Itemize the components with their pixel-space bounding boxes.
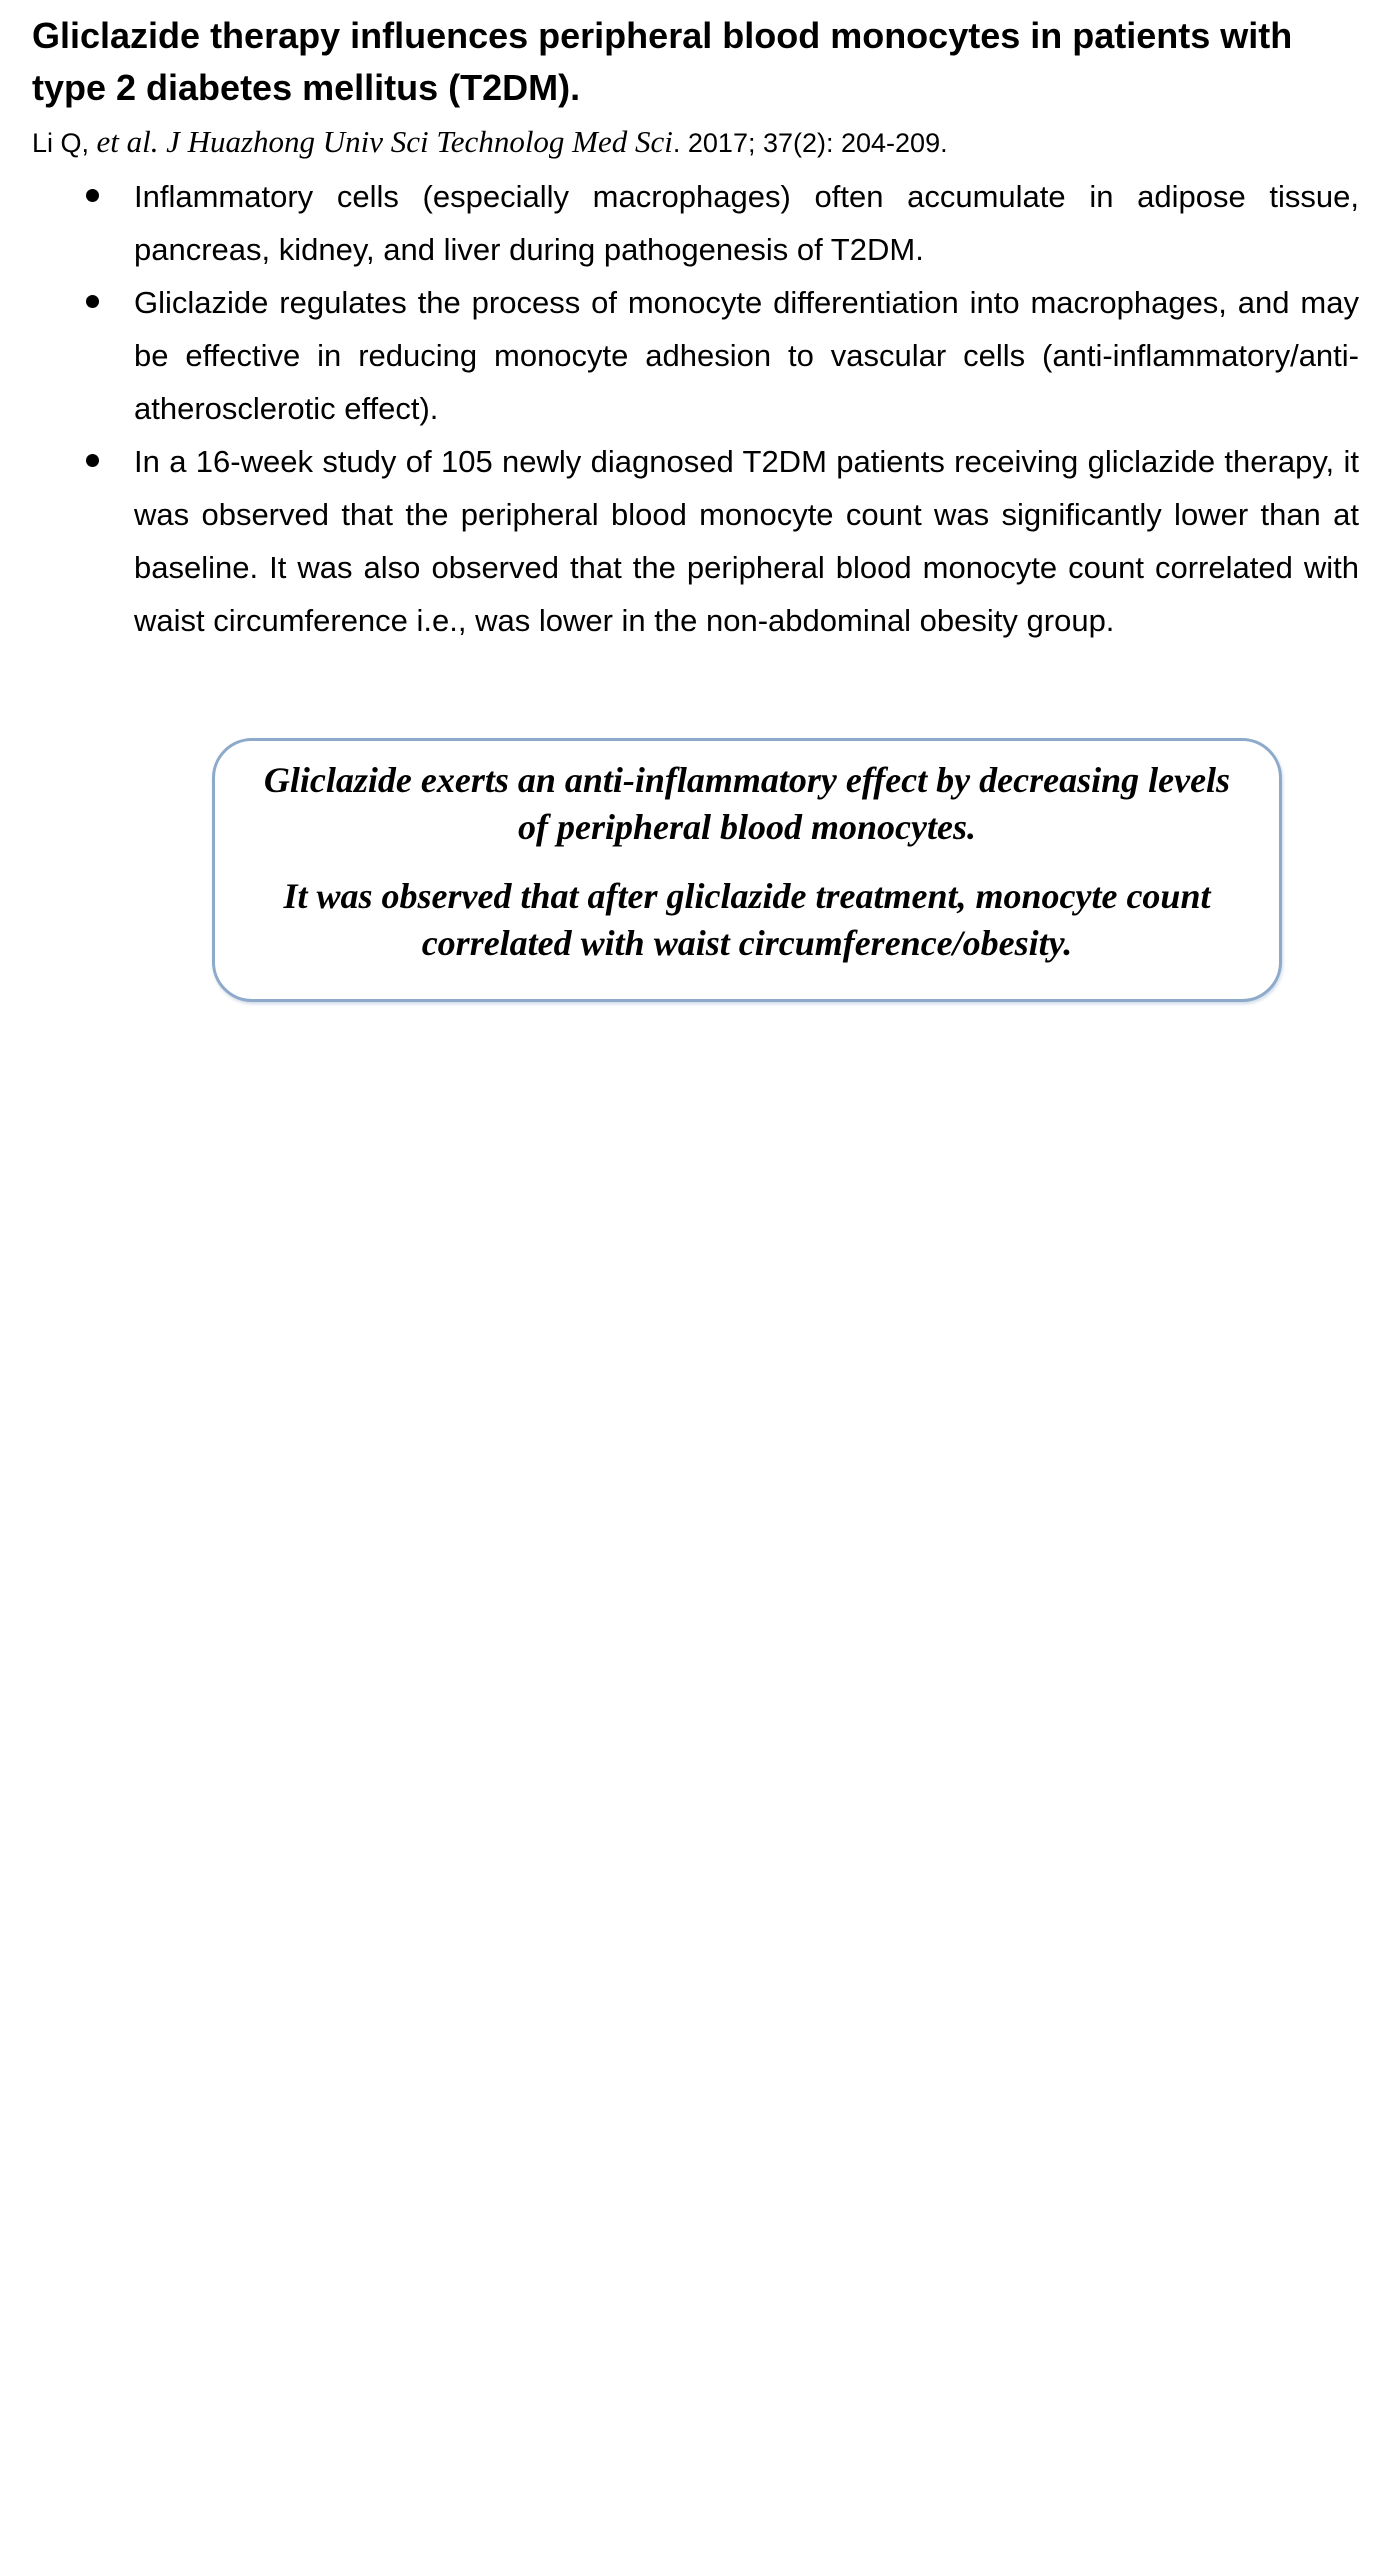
citation (32, 122, 1372, 163)
bullet-item (0, 276, 1359, 435)
bullet-item (0, 435, 1359, 647)
bullet-dot-icon (86, 454, 99, 467)
citation-authors: Li Q, (32, 128, 90, 158)
page-title: Gliclazide therapy influences peripheral blood monocytes in patients with type 2 diabetes mellitus (T2DM). (32, 15, 1293, 108)
bullet-dot-icon (86, 189, 99, 202)
bullet-item (0, 170, 1359, 276)
bullet-text: Inflammatory cells (especially macrophages) often accumulate in adipose tissue, pancreas, kidney, and liver during pathogenesis of T2DM. (134, 179, 1359, 267)
summary-line: It was observed that after gliclazide treatment, monocyte count correlated with waist circumference/obesity. (283, 876, 1211, 963)
citation-et-al: et al. (96, 124, 159, 159)
summary-box (212, 738, 1282, 1002)
summary-line: Gliclazide exerts an anti-inflammatory effect by decreasing levels of peripheral blood monocytes. (263, 760, 1231, 847)
bullet-text: In a 16-week study of 105 newly diagnosed T2DM patients receiving gliclazide therapy, it was observed that the peripheral blood monocyte count was significantly lower than at baseline. It was also observed that the peripheral blood monocyte count correlated with waist circumference i.e., was lower in the non-abdominal obesity group. (134, 444, 1359, 638)
bullet-list (0, 170, 1399, 647)
citation-details: . 2017; 37(2): 204-209. (672, 128, 948, 158)
bullet-dot-icon (86, 295, 99, 308)
citation-journal: J Huazhong Univ Sci Technolog Med Sci (166, 124, 673, 159)
bullet-text: Gliclazide regulates the process of monocyte differentiation into macrophages, and may be effective in reducing monocyte adhesion to vascular cells (anti-inflammatory/anti-atherosclerotic effect). (134, 285, 1359, 426)
